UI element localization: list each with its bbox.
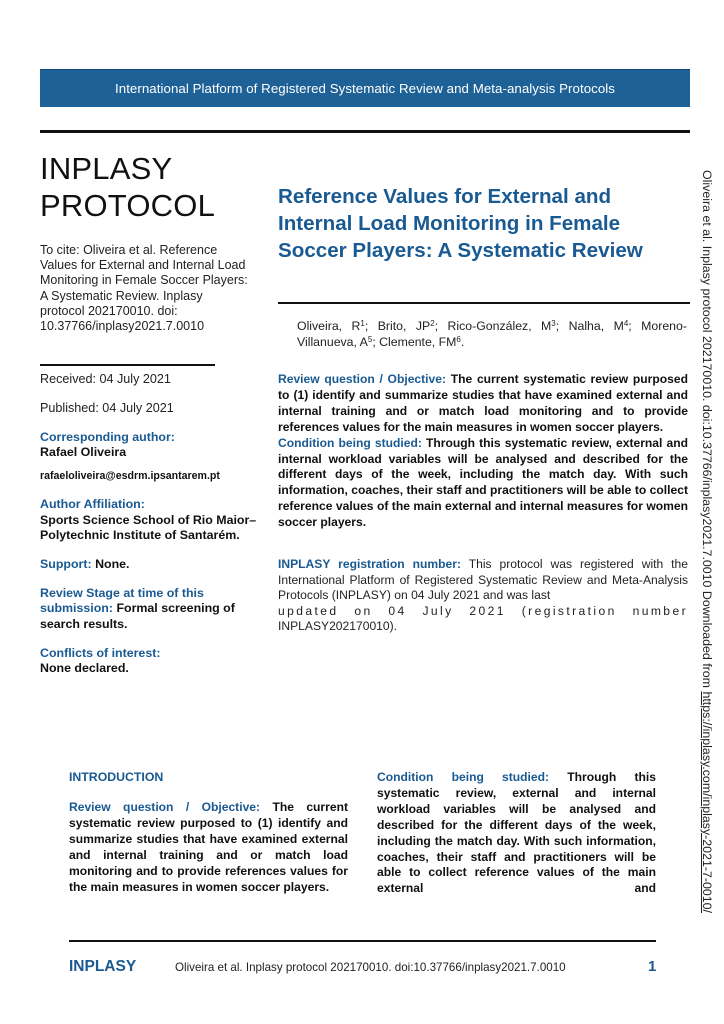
footer-brand: INPLASY	[69, 958, 137, 975]
affiliation-value: Sports Science School of Rio Maior–Polytechnic Institute of Santarém.	[40, 512, 257, 542]
author-affiliation	[40, 497, 260, 543]
condition-label: Condition being studied:	[278, 435, 422, 450]
author: Rico-González, $M^3$;	[447, 319, 569, 333]
intro-objective-label: Review question / Objective:	[69, 800, 261, 814]
watermark-text: Oliveira et al. Inplasy protocol 202170010. doi:10.37766/inplasy2021.7.0010 Downloaded from	[700, 170, 714, 692]
author: Moreno-Villanueva, $A^5$;	[297, 319, 687, 349]
author: Oliveira, $R^1$;	[297, 319, 378, 333]
registration-text-3: INPLASY202170010).	[278, 619, 398, 634]
registration-block	[278, 557, 688, 635]
corresponding-author	[40, 430, 272, 460]
download-watermark	[700, 170, 714, 913]
corresponding-author-label: Corresponding author:	[40, 430, 175, 444]
footer-rule	[69, 940, 656, 942]
support-value: None.	[95, 557, 130, 572]
author-email[interactable]: rafaeloliveira@esdrm.ipsantarem.pt	[40, 470, 220, 483]
objective-text: The current systematic review purposed to (1) identify and summarize studies that have examined external and internal training and or match load monitoring and to provide references values for the main measures in women soccer players.	[278, 372, 688, 434]
intro-condition-label: Condition being studied:	[377, 770, 550, 784]
title-divider	[278, 302, 690, 304]
protocol-heading-line1: INPLASY	[40, 151, 173, 186]
abstract-column	[278, 372, 688, 635]
registration-label: INPLASY registration number:	[278, 557, 462, 572]
objective-label: Review question / Objective:	[278, 372, 447, 386]
registration-text-2: updated on 04 July 2021 (registration number	[278, 603, 688, 618]
intro-condition	[377, 770, 656, 897]
review-stage	[40, 586, 245, 632]
author: Brito, $JP^2$;	[377, 319, 448, 333]
conflicts-label: Conflicts of interest:	[40, 645, 161, 660]
introduction-heading: INTRODUCTION	[69, 770, 164, 784]
author: Nalha, $M^4$;	[568, 319, 642, 333]
review-stage-label: Review Stage at time of this submission:	[40, 586, 204, 616]
abstract-objective-and-condition	[278, 372, 688, 531]
author-list	[297, 318, 687, 350]
protocol-heading	[40, 150, 215, 224]
author: Clemente, $FM^6$.	[379, 335, 465, 349]
article-title: Reference Values for External and Internal Load Monitoring in Female Soccer Players: A Systematic Review	[278, 185, 643, 262]
conflicts-value: None declared.	[40, 661, 129, 676]
protocol-heading-line2: PROTOCOL	[40, 188, 216, 223]
affiliation-label: Author Affiliation:	[40, 497, 145, 512]
citation-block: To cite: Oliveira et al. Reference Values for External and Internal Load Monitoring in Female Soccer Players: A Systematic Review. Inplasy protocol 202170010. doi: 10.37766/inplasy2021.7.0010	[40, 243, 248, 334]
published-date: Published: 04 July 2021	[40, 401, 174, 415]
header-banner	[40, 69, 690, 107]
registration-text-1: This protocol was registered with the International Platform of Registered Systematic Review and Meta-Analysis Protocols (INPLASY) on 04 July 2021 and was last	[278, 557, 688, 603]
intro-condition-text: Through this systematic review, external and internal workload variables will be analysed and described for the different days of the week, including the match day. With such information, coaches, their staff and practitioners will be able to collect reference values of the main external and	[377, 770, 656, 896]
page-number: 1	[648, 958, 657, 975]
condition-text: Through this systematic review, external and internal workload variables will be analysed and described for the different days of the week, including the match day. With such information, coaches, their staff and practitioners will be able to collect reference values of the main external and internal measures for women soccer players.	[278, 435, 688, 530]
download-link[interactable]: https://inplasy.com/inplasy-2021-7-0010/	[700, 691, 714, 913]
left-divider	[40, 364, 215, 366]
received-date: Received: 04 July 2021	[40, 372, 171, 386]
support	[40, 557, 272, 572]
intro-objective	[69, 800, 348, 895]
review-stage-value: Formal screening of search results.	[40, 601, 235, 631]
footer-citation: Oliveira et al. Inplasy protocol 202170010. doi:10.37766/inplasy2021.7.0010	[175, 961, 566, 974]
article-metadata	[40, 372, 272, 690]
corresponding-author-name: Rafael Oliveira	[40, 445, 127, 460]
conflicts-of-interest	[40, 646, 272, 676]
intro-objective-text: The current systematic review purposed to (1) identify and summarize studies that have examined external and internal training and or match load monitoring and to provide references values for the main measures in women soccer players.	[69, 800, 348, 894]
top-rule	[40, 130, 690, 133]
support-label: Support:	[40, 557, 92, 572]
banner-text: International Platform of Registered Systematic Review and Meta-analysis Protocols	[115, 81, 615, 96]
